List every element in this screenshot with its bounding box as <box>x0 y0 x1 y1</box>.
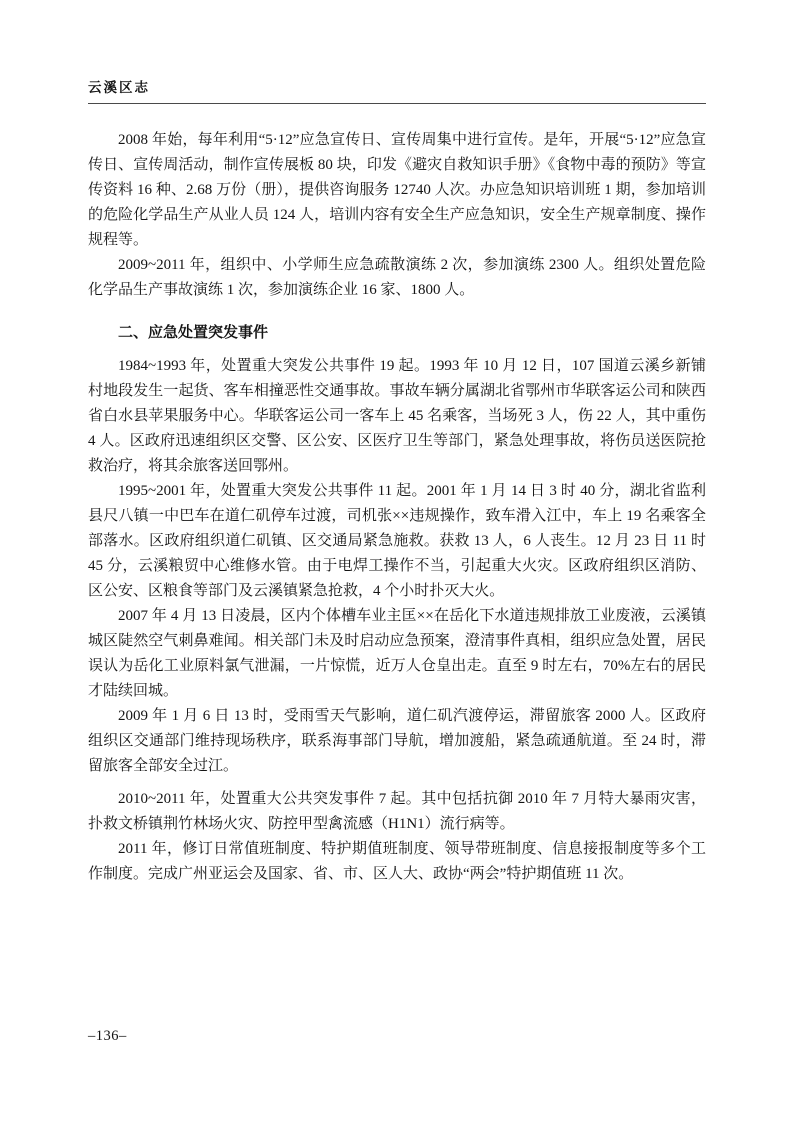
running-head-title: 云溪区志 <box>88 76 706 104</box>
body-paragraph: 2010~2011 年，处置重大公共突发事件 7 起。其中包括抗御 2010 年 7 月特大暴雨灾害，扑救文桥镇荆竹林场火灾、防控甲型禽流感（H1N1）流行病等。 <box>88 791 706 832</box>
section-heading: 二、应急处置突发事件 <box>118 324 269 341</box>
body-text <box>88 128 706 887</box>
body-paragraph: 2008 年始，每年利用“5·12”应急宣传日、宣传周集中进行宣传。是年，开展“5·12”应急宣传日、宣传周活动，制作宣传展板 80 块，印发《避灾自救知识手册》《食物中毒的预防》等宣传资料 16 种、2.68 万份（册），提供咨询服务 12740 人次。办应急知识培训班 1 期，参加培训的危险化学品生产从业人员 124 人，培训内容有安全生产应急知识，安全生产规章制度、操作规程等。 <box>88 132 706 248</box>
body-paragraph: 2009~2011 年，组织中、小学师生应急疏散演练 2 次，参加演练 2300 人。组织处置危险化学品生产事故演练 1 次，参加演练企业 16 家、1800 人。 <box>88 257 706 298</box>
body-paragraph: 2007 年 4 月 13 日凌晨，区内个体槽车业主匡××在岳化下水道违规排放工业废液，云溪镇城区陡然空气刺鼻难闻。相关部门未及时启动应急预案，澄清事件真相，组织应急处置，居民误认为岳化工业原料氯气泄漏，一片惊慌，近万人仓皇出走。直至 9 时左右，70%左右的居民才陆续回城。 <box>88 608 706 699</box>
body-paragraph: 1995~2001 年，处置重大突发公共事件 11 起。2001 年 1 月 14 日 3 时 40 分，湖北省监利县尺八镇一中巴车在道仁矶停车过渡，司机张××违规操作，致车滑入江中，车上 19 名乘客全部落水。区政府组织道仁矶镇、区交通局紧急施救。获救 13 人，6 人丧生。12 月 23 日 11 时 45 分，云溪粮贸中心维修水管。由于电焊工操作不当，引起重大火灾。区政府组织区消防、区公安、区粮食等部门及云溪镇紧急抢救，4 个小时扑灭大火。 <box>88 483 706 599</box>
body-paragraph: 1984~1993 年，处置重大突发公共事件 19 起。1993 年 10 月 12 日，107 国道云溪乡新铺村地段发生一起货、客车相撞恶性交通事故。事故车辆分属湖北省鄂州市华联客运公司和陕西省白水县苹果服务中心。华联客运公司一客车上 45 名乘客，当场死 3 人，伤 22 人，其中重伤 4 人。区政府迅速组织区交警、区公安、区医疗卫生等部门，紧急处理事故，将伤员送医院抢救治疗，将其余旅客送回鄂州。 <box>88 358 706 474</box>
body-paragraph: 2011 年，修订日常值班制度、特护期值班制度、领导带班制度、信息接报制度等多个工作制度。完成广州亚运会及国家、省、市、区人大、政协“两会”特护期值班 11 次。 <box>88 841 706 882</box>
body-paragraph: 2009 年 1 月 6 日 13 时，受雨雪天气影响，道仁矶汽渡停运，滞留旅客 2000 人。区政府组织区交通部门维持现场秩序，联系海事部门导航，增加渡船，紧急疏通航道。至 24 时，滞留旅客全部安全过江。 <box>88 708 706 774</box>
page-number: –136– <box>88 1028 127 1044</box>
page-content <box>88 76 706 887</box>
